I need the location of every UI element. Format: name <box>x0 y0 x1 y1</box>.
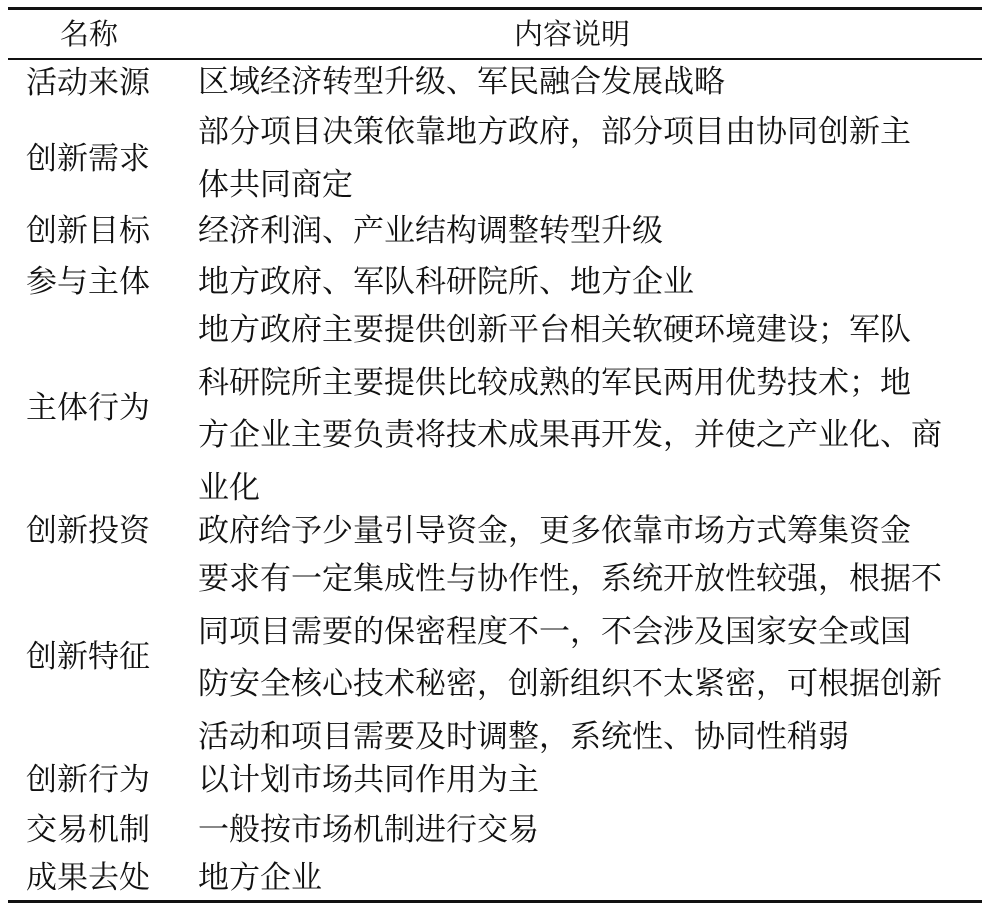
row-content <box>198 852 968 905</box>
row-content <box>198 205 968 258</box>
row-content <box>198 804 968 857</box>
row-content <box>198 553 968 763</box>
row-name: 创新投资 <box>26 513 150 549</box>
content-line: 区域经济转型升级、军民融合发展战略 <box>198 64 725 100</box>
content-line: 体共同商定 <box>198 166 353 203</box>
row-name: 创新需求 <box>26 141 150 177</box>
content-line: 一般按市场机制进行交易 <box>198 812 539 848</box>
content-line: 业化 <box>198 469 260 506</box>
content-line: 部分项目决策依靠地方政府，部分项目由协同创新主 <box>198 114 911 150</box>
bottom-rule <box>8 900 982 903</box>
row-name: 创新目标 <box>26 213 150 249</box>
row-name: 成果去处 <box>26 860 150 896</box>
content-line: 地方政府、军队科研院所、地方企业 <box>198 264 694 300</box>
row-content <box>198 505 968 558</box>
content-line: 方企业主要负责将技术成果再开发，并使之产业化、商 <box>198 417 942 453</box>
content-line: 活动和项目需要及时调整，系统性、协同性稍弱 <box>198 718 849 755</box>
row-name: 主体行为 <box>26 390 150 426</box>
content-line: 要求有一定集成性与协作性，系统开放性较强，根据不 <box>198 561 942 597</box>
content-line: 地方政府主要提供创新平台相关软硬环境建设；军队 <box>198 312 911 348</box>
content-line: 地方企业 <box>198 860 322 896</box>
row-content <box>198 754 968 807</box>
row-name: 参与主体 <box>26 264 150 300</box>
content-line: 以计划市场共同作用为主 <box>198 762 539 798</box>
content-line: 政府给予少量引导资金，更多依靠市场方式筹集资金 <box>198 513 911 549</box>
content-line: 经济利润、产业结构调整转型升级 <box>198 213 663 249</box>
row-name: 创新行为 <box>26 762 150 798</box>
row-name: 活动来源 <box>26 65 150 101</box>
row-content <box>198 256 968 309</box>
row-name: 创新特征 <box>26 639 150 675</box>
top-rule <box>8 7 982 10</box>
content-line: 科研院所主要提供比较成熟的军民两用优势技术；地 <box>198 364 911 401</box>
row-content <box>198 106 968 211</box>
header-content: 内容说明 <box>514 17 631 51</box>
header-name: 名称 <box>60 17 119 51</box>
row-content <box>198 56 968 109</box>
row-content <box>198 304 968 514</box>
row-name: 交易机制 <box>26 812 150 848</box>
content-line: 防安全核心技术秘密，创新组织不太紧密，可根据创新 <box>198 666 942 702</box>
content-line: 同项目需要的保密程度不一，不会涉及国家安全或国 <box>198 613 911 650</box>
